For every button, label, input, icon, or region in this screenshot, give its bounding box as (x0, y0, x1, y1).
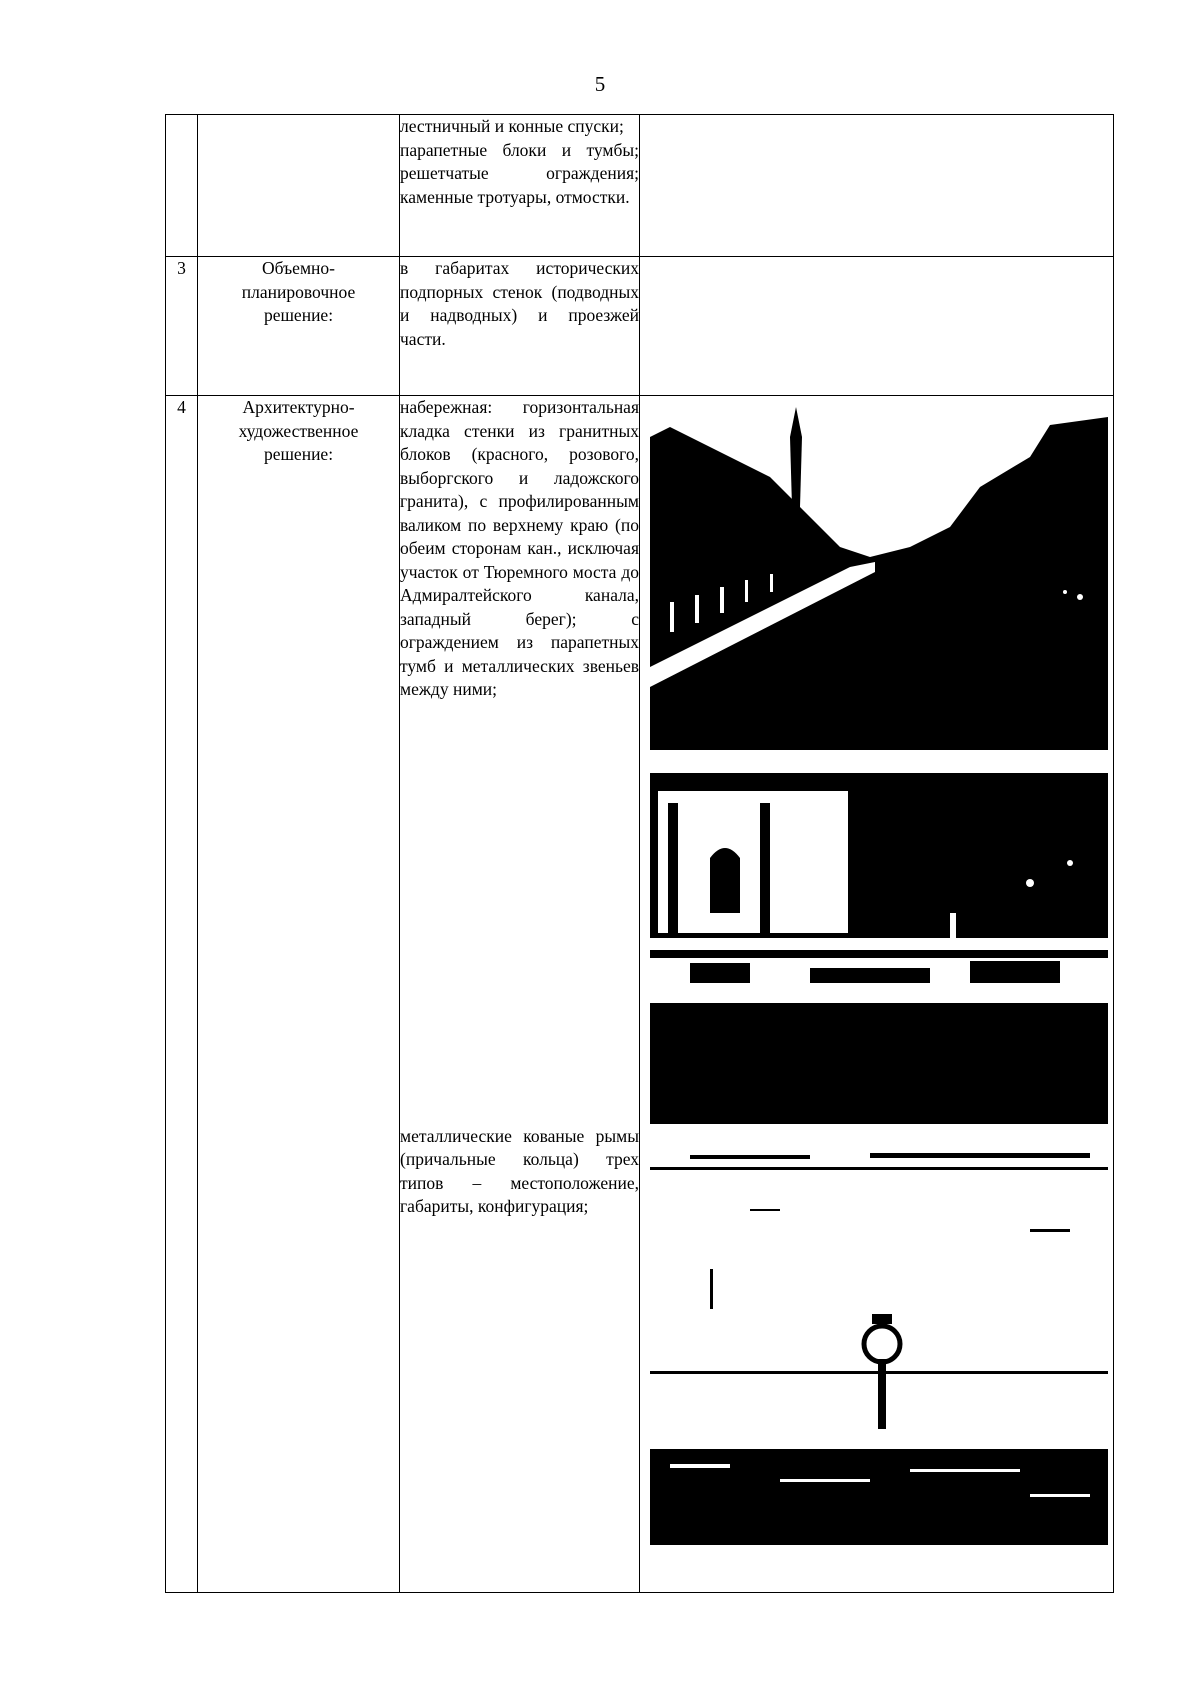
row-number: 3 (166, 257, 198, 396)
row-description (400, 396, 640, 1593)
description-line: металлические кованые рымы (причальные кольца) трех типов – местоположение, габариты, конфигурация; (400, 1125, 639, 1216)
page-number: 5 (594, 72, 606, 96)
row-description (400, 115, 640, 257)
photo-column (640, 396, 1113, 1591)
label-line: Архитектурно- (242, 397, 355, 417)
label-line: решение: (263, 305, 334, 325)
description-line: лестничный и конные спуски; (400, 116, 624, 136)
label-line: Объемно- (262, 258, 335, 278)
mooring-ring-photo (650, 1149, 1108, 1545)
row-label (198, 257, 400, 396)
row-number: 4 (166, 396, 198, 1593)
table-row (166, 257, 1114, 396)
row-number (166, 115, 198, 257)
spacer (400, 702, 639, 1125)
church-embankment-photo (650, 773, 1108, 1124)
embankment-street-photo (650, 397, 1108, 750)
row-label (198, 115, 400, 257)
row-photo-cell (640, 396, 1114, 1593)
description-line: парапетные блоки и тумбы; решетчатые ограждения; каменные тротуары, отмостки. (400, 139, 639, 207)
description-line: набережная: горизонтальная кладка стенки из гранитных блоков (красного, розового, выборгского и ладожского гранита), с профилированным валиком по верхнему краю (по обеим сторонам кан., исключая участок от Тюремного моста до Адмиралтейского канала, западный берег); с ограждением из парапетных тумб и металлических звеньев между ними; (400, 397, 639, 699)
row-label (198, 396, 400, 1593)
table-row (166, 115, 1114, 257)
table-row (166, 396, 1114, 1593)
row-description (400, 257, 640, 396)
label-line: художественное (238, 420, 359, 441)
row-photo-cell (640, 115, 1114, 257)
label-line: решение: (263, 444, 334, 464)
description-line: в габаритах исторических подпорных стенок (подводных и надводных) и проезжей части. (400, 258, 639, 349)
row-photo-cell (640, 257, 1114, 396)
label-line: планировочное (241, 281, 356, 302)
heritage-table (165, 114, 1114, 1593)
